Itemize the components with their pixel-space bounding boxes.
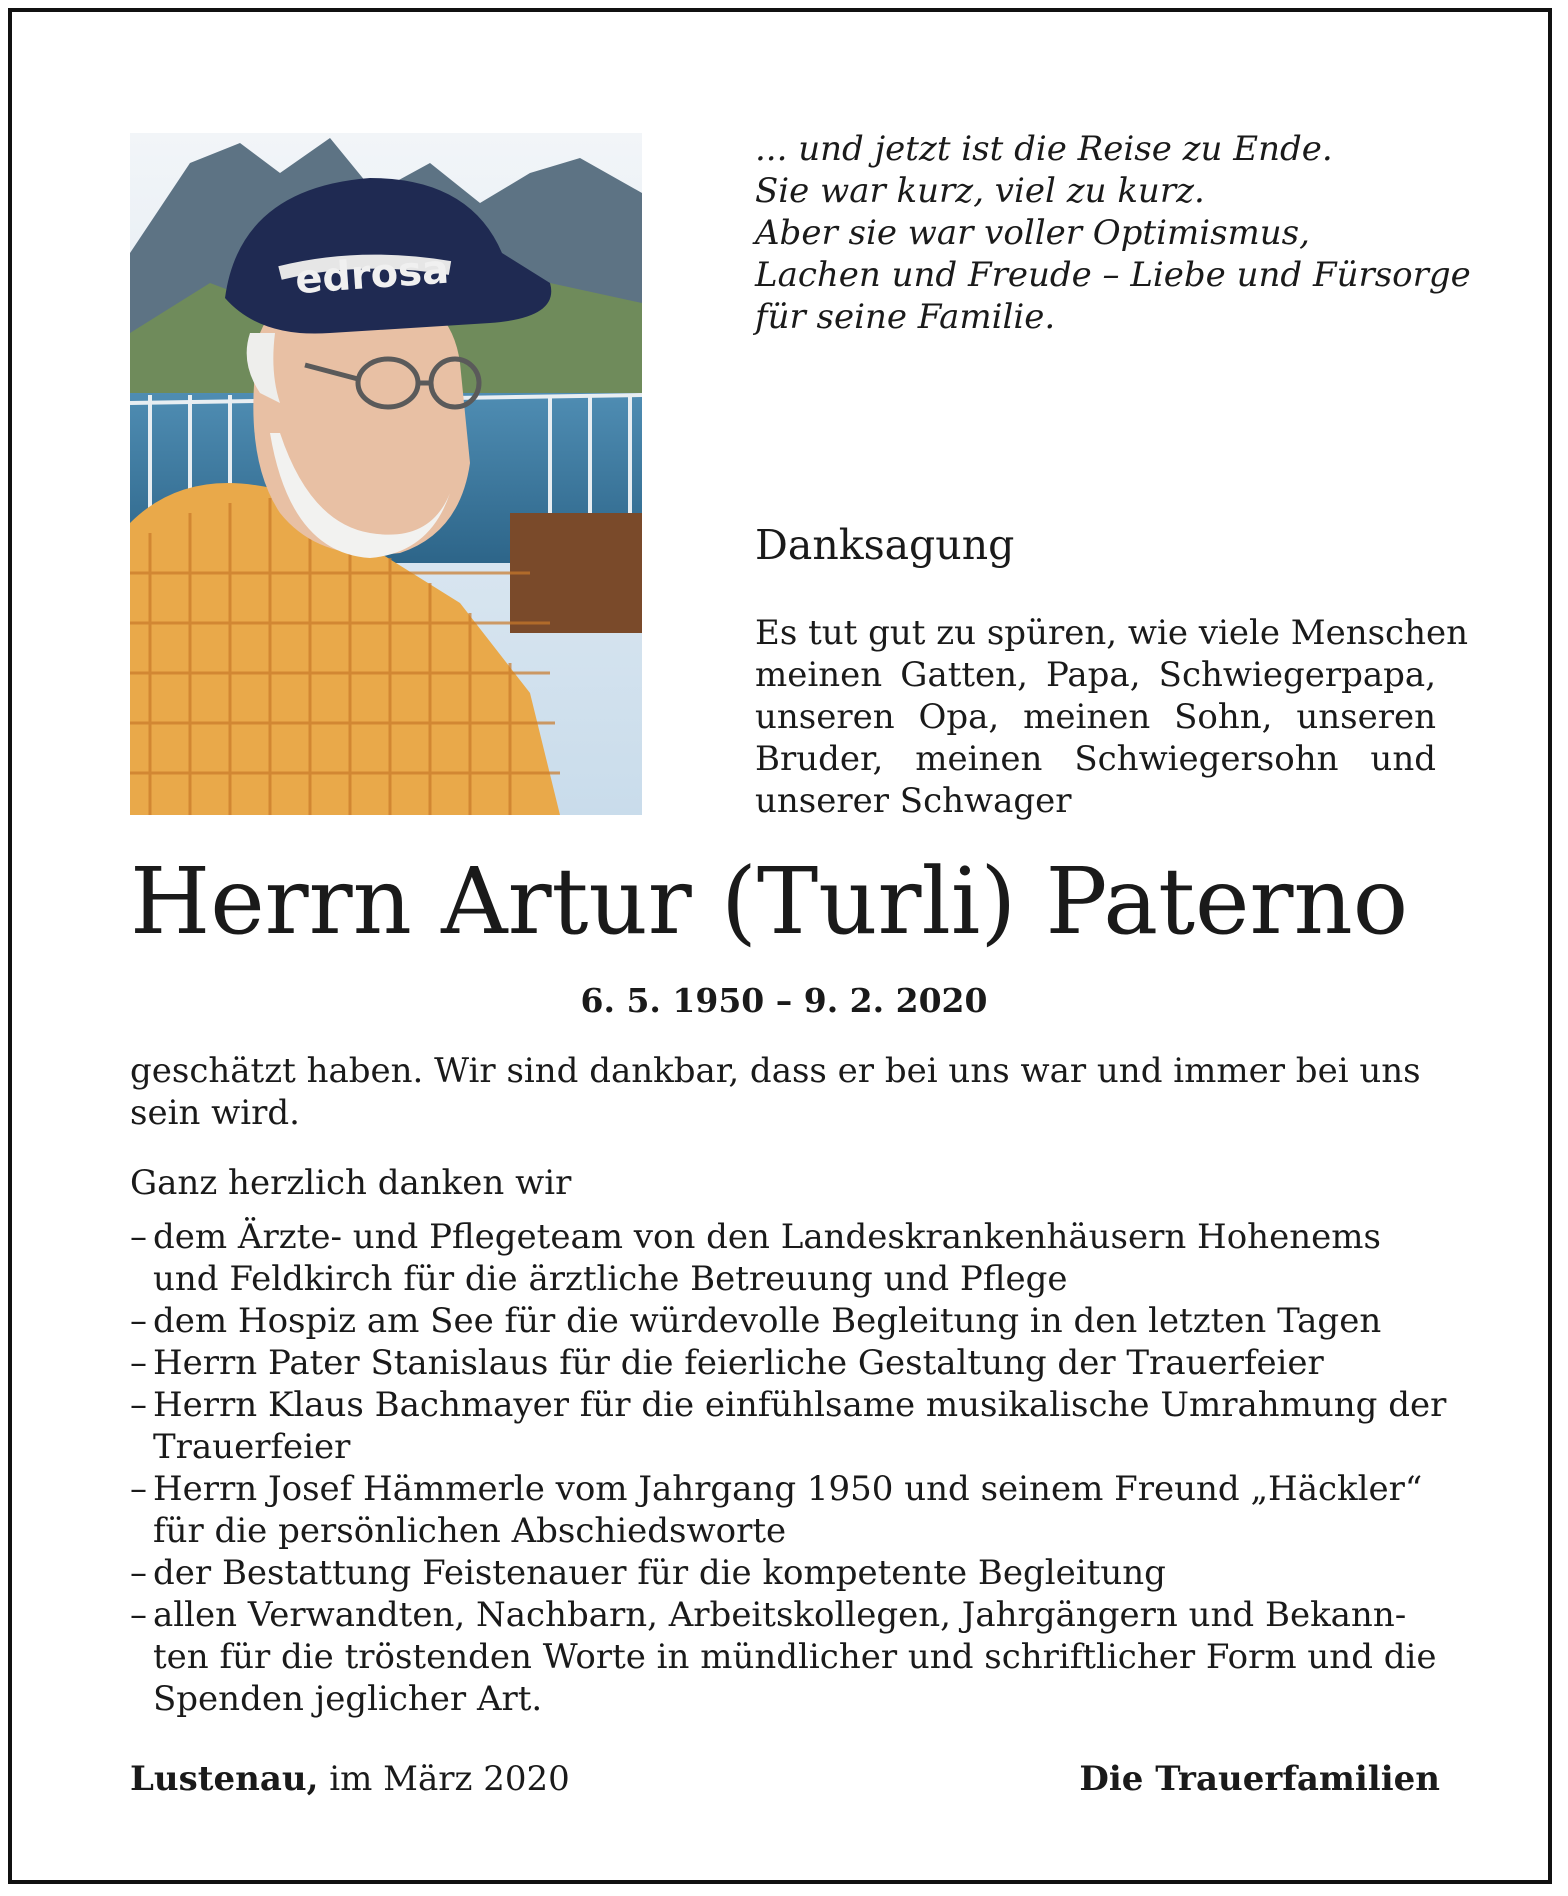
quote-line: ... und jetzt ist die Reise zu Ende. xyxy=(755,129,1333,169)
deceased-name: Herrn Artur (Turli) Paterno xyxy=(130,848,1409,955)
quote-line: Sie war kurz, viel zu kurz. xyxy=(755,171,1205,211)
life-dates: 6. 5. 1950 – 9. 2. 2020 xyxy=(580,981,988,1020)
intro-paragraph xyxy=(755,612,1469,822)
list-line: Herrn Klaus Bachmayer für die einfühlsame musikalische Umrahmung der xyxy=(153,1385,1447,1425)
list-item xyxy=(130,1342,1440,1384)
dash-bullet: – xyxy=(130,1217,147,1257)
thanks-list xyxy=(130,1216,1447,1720)
body-line: sein wird. xyxy=(130,1093,300,1133)
list-line: Trauerfeier xyxy=(153,1427,351,1467)
body-line: geschätzt haben. Wir sind dankbar, dass er bei uns war und immer bei uns xyxy=(130,1051,1421,1091)
footer-date: im März 2020 xyxy=(329,1759,570,1799)
intro-line: Es tut gut zu spüren, wie viele Menschen xyxy=(755,613,1469,653)
quote-line: Aber sie war voller Optimismus, xyxy=(755,213,1310,253)
dash-bullet: – xyxy=(130,1301,147,1341)
intro-line: unserer Schwager xyxy=(755,781,1072,821)
intro-line: unseren Opa, meinen Sohn, unseren xyxy=(755,697,1436,737)
list-item xyxy=(130,1594,1440,1720)
intro-line: meinen Gatten, Papa, Schwiegerpapa, xyxy=(755,655,1436,695)
list-item xyxy=(130,1384,1447,1468)
dash-bullet: – xyxy=(130,1553,147,1593)
footer-signature: Die Trauerfamilien xyxy=(1079,1759,1440,1799)
list-item xyxy=(130,1552,1440,1594)
footer-place: Lustenau, xyxy=(130,1759,319,1799)
list-item xyxy=(130,1300,1440,1342)
dash-bullet: – xyxy=(130,1595,147,1635)
section-heading: Danksagung xyxy=(755,521,1015,569)
list-line: und Feldkirch für die ärztliche Betreuung und Pflege xyxy=(153,1259,1068,1299)
quote-line: Lachen und Freude – Liebe und Fürsorge xyxy=(755,255,1471,295)
cap-lettering: edrosa xyxy=(293,246,451,304)
list-line: dem Hospiz am See für die würdevolle Begleitung in den letzten Tagen xyxy=(153,1301,1382,1341)
list-line: der Bestattung Feistenauer für die kompetente Begleitung xyxy=(153,1553,1166,1593)
quote-line: für seine Familie. xyxy=(755,297,1056,337)
list-line: Spenden jeglicher Art. xyxy=(153,1679,543,1719)
opening-quote xyxy=(755,128,1471,338)
list-line: Herrn Josef Hämmerle vom Jahrgang 1950 und seinem Freund „Häckler“ xyxy=(153,1469,1423,1509)
portrait-photo xyxy=(130,133,642,815)
thanks-intro: Ganz herzlich danken wir xyxy=(130,1163,572,1203)
dash-bullet: – xyxy=(130,1469,147,1509)
intro-line: Bruder, meinen Schwiegersohn und xyxy=(755,739,1436,779)
body-paragraph xyxy=(130,1050,1440,1134)
list-line: ten für die tröstenden Worte in mündlicher und schriftlicher Form und die xyxy=(153,1637,1437,1677)
list-line: dem Ärzte- und Pflegeteam von den Landeskrankenhäusern Hohenems xyxy=(153,1217,1381,1257)
dash-bullet: – xyxy=(130,1343,147,1383)
list-item xyxy=(130,1468,1440,1552)
list-line: allen Verwandten, Nachbarn, Arbeitskollegen, Jahrgängern und Bekann- xyxy=(153,1595,1407,1635)
list-line: für die persönlichen Abschiedsworte xyxy=(153,1511,787,1551)
footer-place-date xyxy=(130,1758,570,1800)
list-line: Herrn Pater Stanislaus für die feierliche Gestaltung der Trauerfeier xyxy=(153,1343,1324,1383)
dash-bullet: – xyxy=(130,1385,147,1425)
list-item xyxy=(130,1216,1440,1300)
